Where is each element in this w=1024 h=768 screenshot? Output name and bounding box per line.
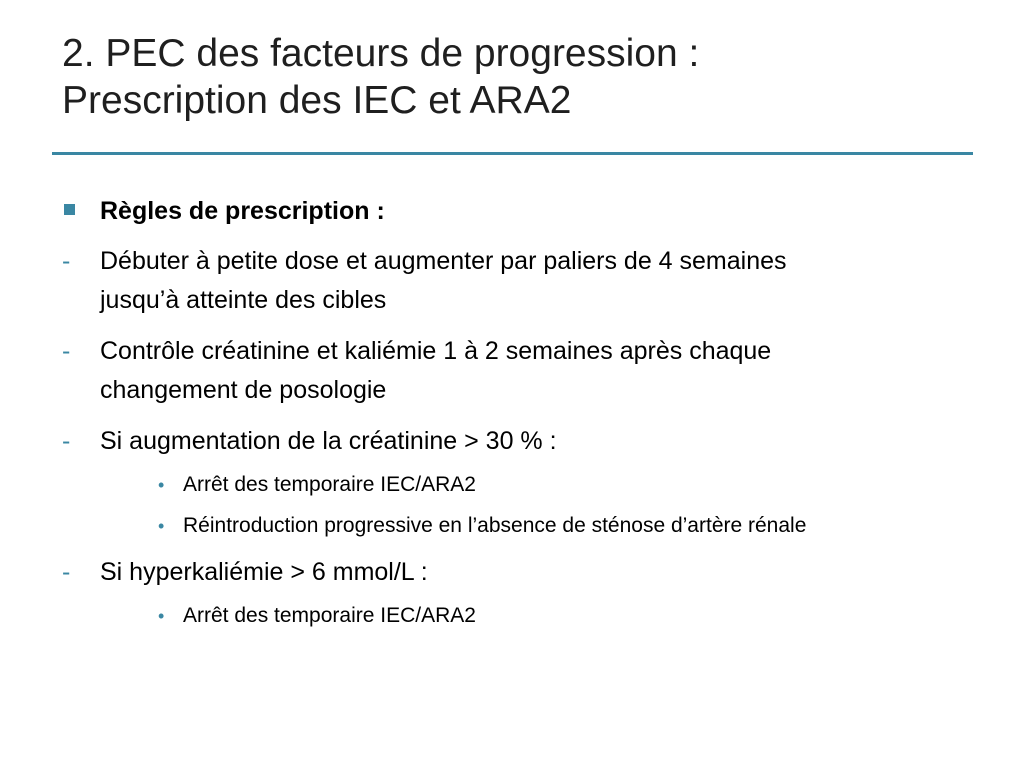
- title-divider: [52, 152, 973, 155]
- dash-bullet-icon: -: [62, 427, 71, 455]
- round-bullet-icon: •: [158, 606, 165, 626]
- round-bullet-icon: •: [158, 475, 165, 495]
- dash-bullet-icon: -: [62, 558, 71, 586]
- heading-text: Règles de prescription :: [100, 197, 385, 225]
- square-bullet-icon: [64, 204, 75, 215]
- list-item-text: Débuter à petite dose et augmenter par paliers de 4 semaines jusqu’à atteinte des cibles: [100, 247, 787, 314]
- dash-bullet-icon: -: [62, 247, 71, 275]
- sub-list-item-text: Arrêt des temporaire IEC/ARA2: [183, 604, 476, 627]
- round-bullet-icon: •: [158, 516, 165, 536]
- list-item-text: Si augmentation de la créatinine > 30 % :: [100, 427, 557, 455]
- title-line-2: Prescription des IEC et ARA2: [62, 79, 572, 122]
- dash-bullet-icon: -: [62, 337, 71, 365]
- list-item-text: Contrôle créatinine et kaliémie 1 à 2 semaines après chaque changement de posologie: [100, 337, 772, 404]
- title-line-1: 2. PEC des facteurs de progression :: [62, 32, 700, 75]
- sub-list-item-text: Arrêt des temporaire IEC/ARA2: [183, 473, 476, 496]
- list-item-text: Si hyperkaliémie > 6 mmol/L :: [100, 558, 428, 586]
- sub-list-item-text: Réintroduction progressive en l’absence de sténose d’artère rénale: [183, 514, 807, 537]
- slide-title: [62, 30, 962, 124]
